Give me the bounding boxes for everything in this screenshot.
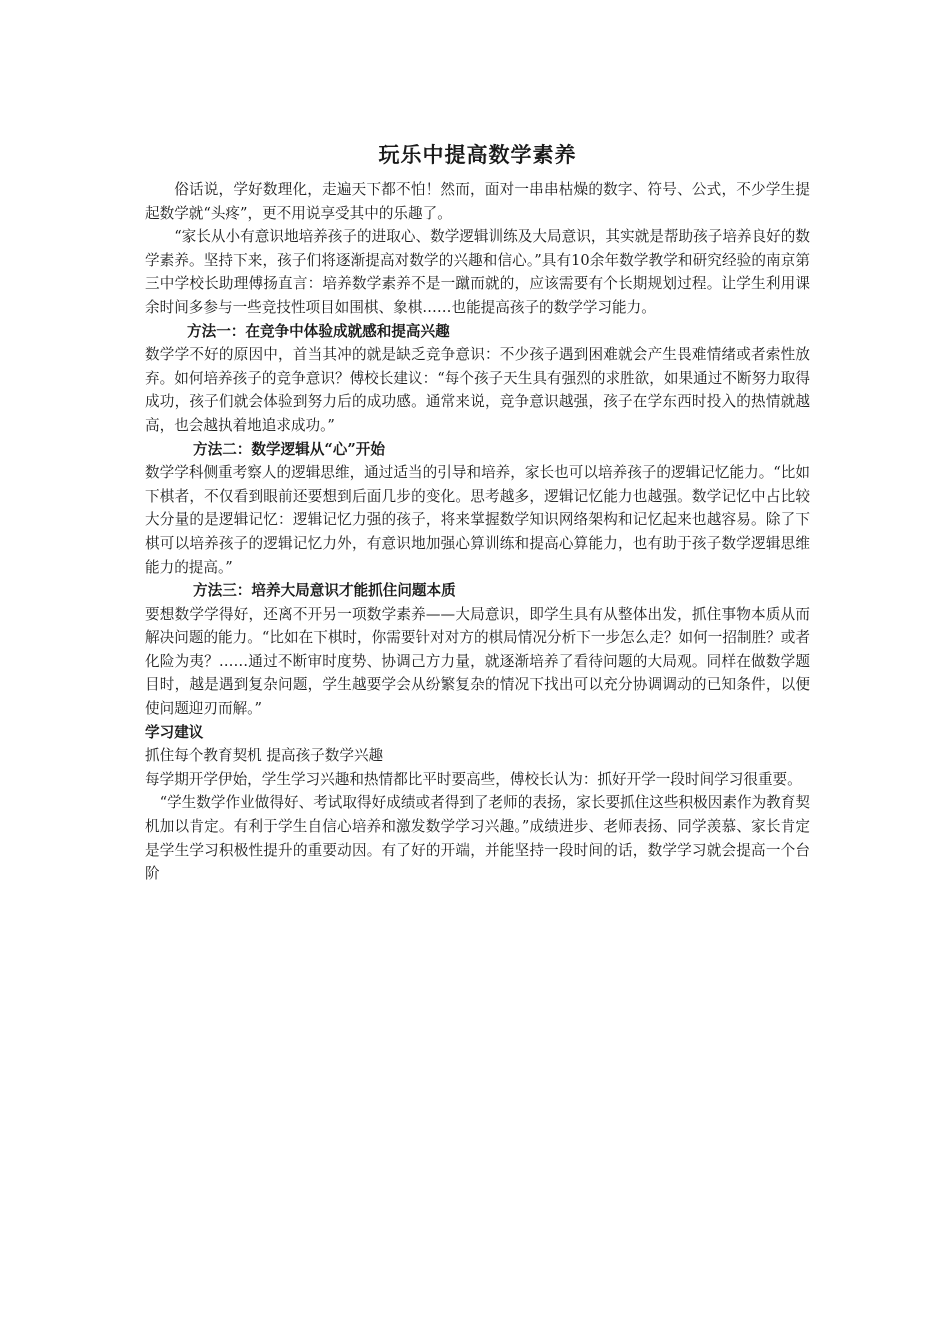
method-1-heading: 方法一：在竞争中体验成就感和提高兴趣	[187, 322, 450, 340]
method-2-body: 数学学科侧重考察人的逻辑思维，通过适当的引导和培养，家长也可以培养孩子的逻辑记忆能力。“比如下棋者，不仅看到眼前还要想到后面几步的变化。思考越多，逻辑记忆能力也越强。数学记忆中占比较大分量的是逻辑记忆：逻辑记忆力强的孩子，将来掌握数学知识网络架构和记忆起来也越容易。除了下棋可以培养孩子的逻辑记忆力外，有意识地加强心算训练和提高心算能力，也有助于孩子数学逻辑思维能力的提高。”	[145, 464, 810, 576]
page-title: 玩乐中提高数学素养	[378, 142, 577, 167]
method-1-body: 数学学不好的原因中，首当其冲的就是缺乏竞争意识：不少孩子遇到困难就会产生畏难情绪或者索性放弃。如何培养孩子的竞争意识？傅校长建议：“每个孩子天生具有强烈的求胜欲，如果通过不断努力取得成功，孩子们就会体验到努力后的成功感。通常来说，竞争意识越强，孩子在学东西时投入的热情就越高，也会越执着地追求成功。”	[145, 346, 810, 434]
method-2-heading: 方法二：数学逻辑从“心”开始	[193, 440, 385, 458]
intro-paragraph-2: “家长从小有意识地培养孩子的进取心、数学逻辑训练及大局意识，其实就是帮助孩子培养良好的数学素养。坚持下来，孩子们将逐渐提高对数学的兴趣和信心。”具有10余年数学教学和研究经验的南京第三中学校长助理傅扬直言：培养数学素养不是一蹴而就的，应该需要有个长期规划过程。让学生利用课余时间多参与一些竞技性项目如围棋、象棋……也能提高孩子的数学学习能力。	[145, 228, 810, 316]
method-3-heading: 方法三：培养大局意识才能抓住问题本质	[193, 582, 456, 600]
document-page	[145, 138, 810, 886]
advice-paragraph-1: 每学期开学伊始，学生学习兴趣和热情都比平时要高些，傅校长认为：抓好开学一段时间学习很重要。	[145, 770, 802, 788]
method-3-body: 要想数学学得好，还离不开另一项数学素养——大局意识，即学生具有从整体出发，抓住事物本质从而解决问题的能力。“比如在下棋时，你需要针对对方的棋局情况分析下一步怎么走？如何一招制胜？或者化险为夷？……通过不断审时度势、协调己方力量，就逐渐培养了看待问题的大局观。同样在做数学题目时，越是遇到复杂问题，学生越要学会从纷繁复杂的情况下找出可以充分协调调动的已知条件，以便使问题迎刃而解。”	[145, 605, 810, 718]
advice-subheading: 抓住每个教育契机 提高孩子数学兴趣	[145, 747, 384, 765]
advice-paragraph-2: “学生数学作业做得好、考试取得好成绩或者得到了老师的表扬，家长要抓住这些积极因素作为教育契机加以肯定。有利于学生自信心培养和激发数学学习兴趣。”成绩进步、老师表扬、同学羡慕、家长肯定是学生学习积极性提升的重要动因。有了好的开端，并能坚持一段时间的话，数学学习就会提高一个台阶	[145, 794, 810, 883]
intro-paragraph-1: 俗话说，学好数理化，走遍天下都不怕！然而，面对一串串枯燥的数字、符号、公式，不少学生提起数学就“头疼”，更不用说享受其中的乐趣了。	[145, 181, 810, 222]
advice-heading: 学习建议	[145, 723, 204, 741]
